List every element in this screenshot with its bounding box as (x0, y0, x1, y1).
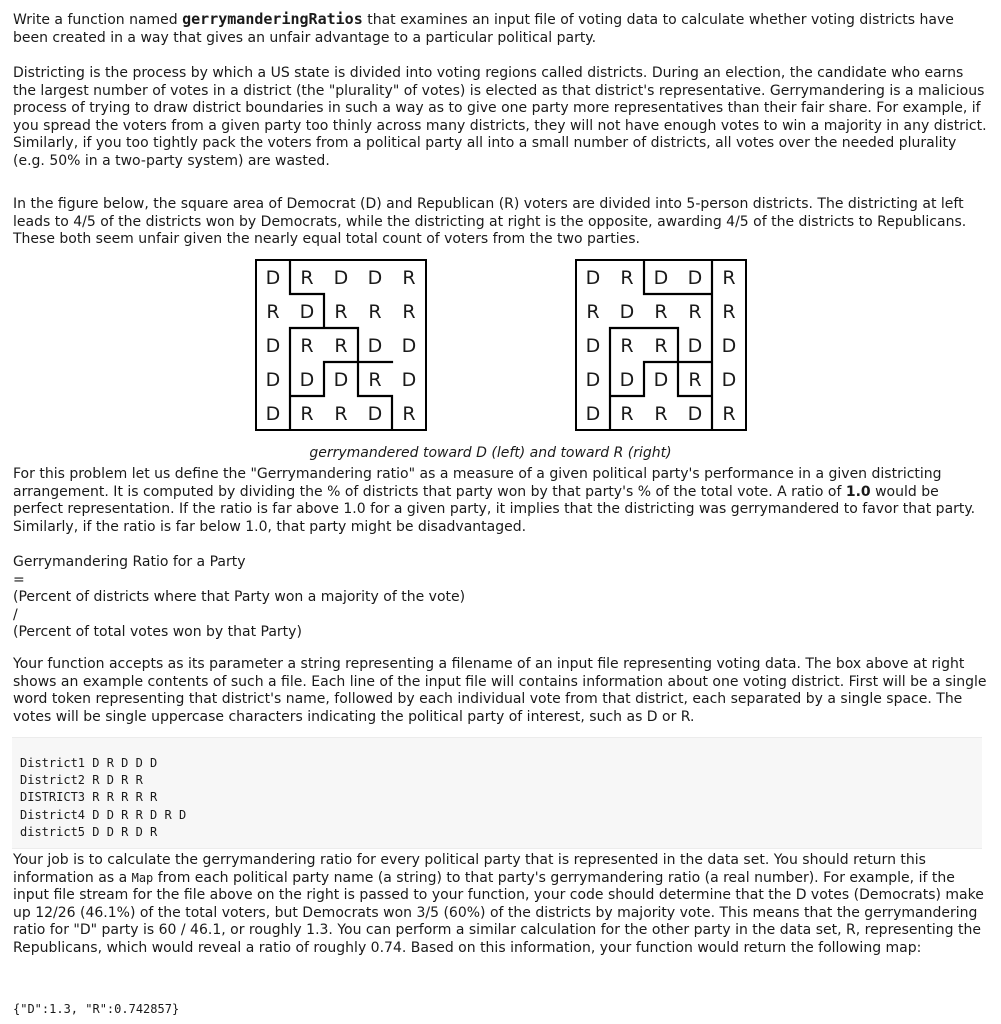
grid-cell-republican: R (688, 369, 702, 391)
grid-cell-democrat: D (401, 335, 417, 357)
grid-cell-democrat: D (299, 369, 315, 391)
example-input-codebox (12, 737, 982, 849)
grid-cell-republican: R (722, 301, 736, 323)
grid-cell-democrat: D (333, 267, 349, 289)
grid-cell-republican: R (722, 267, 736, 289)
grid-cell-republican: R (620, 267, 634, 289)
grid-cell-democrat: D (585, 369, 601, 391)
left-grid-svg (255, 259, 427, 431)
job-text-pre: Your job is to calculate the gerrymandering ratio for every political party that is represented in the data set. You should return this information as a (13, 852, 926, 886)
right-grid-svg (575, 259, 747, 431)
grid-cell-democrat: D (687, 267, 703, 289)
grid-cell-democrat: D (265, 335, 281, 357)
code-line: district5 D D R D R (20, 824, 158, 839)
grid-cell-democrat: D (367, 403, 383, 425)
left-district-grid (255, 259, 427, 431)
grid-cell-democrat: D (687, 403, 703, 425)
grid-cell-republican: R (654, 301, 668, 323)
gerrymander-figure (13, 259, 988, 461)
grid-cell-republican: R (334, 335, 348, 357)
grid-cell-republican: R (300, 403, 314, 425)
code-line: District1 D R D D D (20, 756, 158, 770)
code-line: District4 D D R R D R D (20, 807, 187, 822)
ratio-definition-paragraph (13, 466, 988, 536)
grid-cell-republican: R (586, 301, 600, 323)
job-description-paragraph (13, 852, 988, 958)
grid-cell-democrat: D (619, 301, 635, 323)
grid-cell-republican: R (654, 403, 668, 425)
ratio-formula (13, 554, 465, 642)
grid-cell-republican: R (654, 335, 668, 357)
intro-text-pre: Write a function named (13, 12, 183, 28)
figure-caption: gerrymandered toward D (left) and toward R (right) (309, 445, 672, 461)
right-district-grid (575, 259, 747, 431)
job-text-post: from each political party name (a string) to that party's gerrymandering ratio (a real number). For example, if the input file stream for the file above on the right is passed to your function, your code should determine that the D votes (Democrats) make up 12/26 (46.1%) of the total voters, but Democrats won 3/5 (60%) of the districts by majority vote. This means that the gerrymandering ratio for "D" party is 60 / 46.1, or roughly 1.3. You can perform a similar calculation for the other party in the data set, R, representing the Republicans, which would reveal a ratio of roughly 0.74. Based on this information, your function would return the following map: (13, 869, 984, 956)
grid-cell-republican: R (368, 369, 382, 391)
grid-cell-democrat: D (653, 267, 669, 289)
grid-cell-republican: R (368, 301, 382, 323)
grid-cell-democrat: D (687, 335, 703, 357)
grid-cell-republican: R (688, 301, 702, 323)
grid-cell-democrat: D (585, 267, 601, 289)
formula-equals: = (13, 571, 25, 588)
grid-cell-democrat: D (619, 369, 635, 391)
input-description-paragraph: Your function accepts as its parameter a string representing a filename of an input file representing voting data. The box above at right shows an example contents of such a file. Each line of the input file will contains information about one voting district. First will be a single word token representing that district's name, followed by each individual vote from that district, each separated by a single space. The votes will be single uppercase characters indicating the political party of interest, such as D or R. (13, 656, 987, 725)
ratio-def-pre: For this problem let us define the "Gerrymandering ratio" as a measure of a given political party's performance in a given districting arrangement. It is computed by dividing the % of districts that party won by that party's % of the total vote. A ratio of (13, 466, 942, 500)
grid-cell-republican: R (334, 301, 348, 323)
grid-cell-democrat: D (585, 335, 601, 357)
function-name: gerrymanderingRatios (182, 10, 363, 28)
grid-cell-republican: R (300, 335, 314, 357)
grid-cell-democrat: D (367, 335, 383, 357)
grid-cell-republican: R (266, 301, 280, 323)
code-line: DISTRICT3 R R R R R (20, 790, 158, 805)
grid-cell-republican: R (402, 403, 416, 425)
ratio-def-post: would be perfect representation. If the ratio is far above 1.0 for a given party, it implies that the districting was gerrymandered to favor that party. Similarly, if the ratio is far below 1.0, that party might be disadvantaged. (13, 483, 976, 535)
grid-cell-democrat: D (265, 369, 281, 391)
grid-cell-democrat: D (653, 369, 669, 391)
grid-cell-democrat: D (401, 369, 417, 391)
formula-title: Gerrymandering Ratio for a Party (13, 554, 246, 570)
grid-cell-democrat: D (721, 369, 737, 391)
formula-denominator: (Percent of total votes won by that Party) (13, 624, 302, 641)
grid-cell-republican: R (722, 403, 736, 425)
grid-cell-republican: R (402, 301, 416, 323)
formula-divide: / (13, 606, 18, 623)
figure-description-paragraph: In the figure below, the square area of Democrat (D) and Republican (R) voters are divided into 5-person districts. The districting at left leads to 4/5 of the districts won by Democrats, while the districting at right is the opposite, awarding 4/5 of the districts to Republicans. These both seem unfair given the nearly equal total count of voters from the two parties. (13, 196, 967, 248)
ratio-def-bold: 1.0 (845, 483, 871, 500)
grid-cell-democrat: D (333, 369, 349, 391)
districting-paragraph: Districting is the process by which a US state is divided into voting regions called districts. During an election, the candidate who earns the largest number of votes in a district (the "plurality" of votes) is elected as that district's representative. Gerrymandering is a malicious process of trying to draw district boundaries in such a way as to give one party more representatives than their fair share. For example, if you spread the voters from a given party too thinly across many districts, they will not have enough votes to win a majority in any district. Similarly, if you too tightly pack the voters from a political party all into a small number of districts, all votes over the needed plurality (e.g. 50% in a two-party system) are wasted. (13, 65, 987, 169)
grid-cell-democrat: D (265, 403, 281, 425)
grid-cell-democrat: D (721, 335, 737, 357)
grid-cell-republican: R (334, 403, 348, 425)
grid-cell-democrat: D (585, 403, 601, 425)
grid-cell-republican: R (300, 267, 314, 289)
grid-cell-republican: R (620, 403, 634, 425)
intro-paragraph (13, 11, 988, 47)
map-keyword: Map (131, 870, 154, 885)
grid-cell-republican: R (402, 267, 416, 289)
grid-cell-democrat: D (299, 301, 315, 323)
code-line: District2 R D R R (20, 773, 143, 788)
formula-numerator: (Percent of districts where that Party won a majority of the vote) (13, 589, 466, 606)
grid-cell-democrat: D (265, 267, 281, 289)
grid-cell-republican: R (620, 335, 634, 357)
intro-text-post: that examines an input file of voting data to calculate whether voting districts have been created in a way that gives an unfair advantage to a particular political party. (13, 12, 954, 46)
grid-cell-democrat: D (367, 267, 383, 289)
result-map: {"D":1.3, "R":0.742857} (13, 1002, 180, 1016)
